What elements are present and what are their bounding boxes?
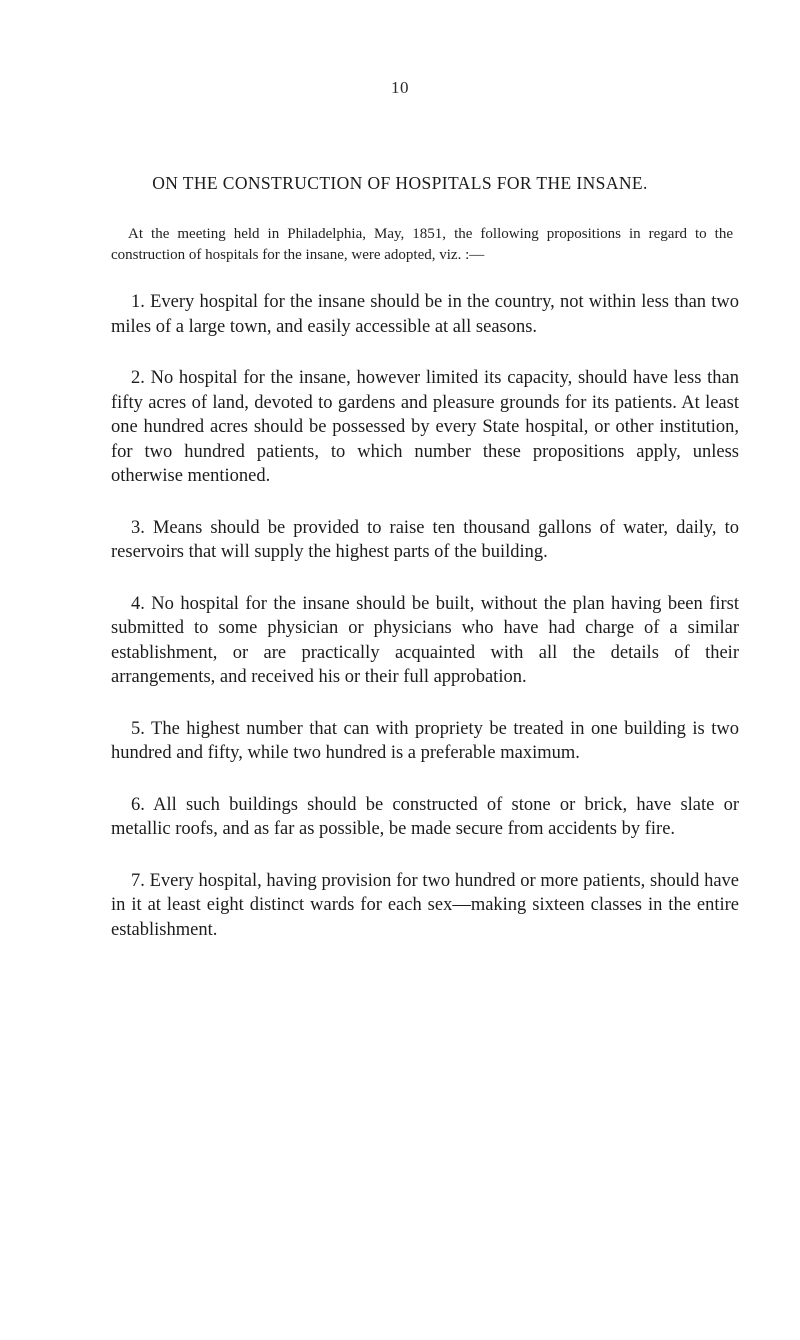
page-number: 10 [391,78,409,97]
propositions-list [111,290,739,969]
proposition-7: 7. Every hospital, having provision for two hundred or more patients, should have in it at least eight distinct wards for each sex—making sixteen classes in the entire establishment. [111,870,739,940]
proposition-6: 6. All such buildings should be constructed of stone or brick, have slate or metallic roofs, and as far as possible, be made secure from accidents by fire. [111,794,739,839]
proposition-4: 4. No hospital for the insane should be built, without the plan having been first submitted to some physician or physicians who have had charge of a similar establishment, or are practically acquainted with all the details of their arrangements, and received his or their full approbation. [111,593,739,687]
proposition-1: 1. Every hospital for the insane should be in the country, not within less than two miles of a large town, and easily accessible at all seasons. [111,292,739,337]
intro-paragraph: At the meeting held in Philadelphia, May, 1851, the following propositions in regard to the construction of hospitals for the insane, were adopted, viz. :— [111,226,733,263]
proposition-2: 2. No hospital for the insane, however limited its capacity, should have less than fifty acres of land, devoted to gardens and pleasure grounds for its patients. At least one hundred acres should be possessed by every State hospital, or other institution, for two hundred patients, to which number these propositions apply, unless otherwise mentioned. [111,368,739,486]
proposition-5: 5. The highest number that can with propriety be treated in one building is two hundred and fifty, while two hundred is a preferable maximum. [111,718,739,763]
proposition-3: 3. Means should be provided to raise ten thousand gallons of water, daily, to reservoirs that will supply the highest parts of the building. [111,517,739,562]
page-title: ON THE CONSTRUCTION OF HOSPITALS FOR THE INSANE. [152,173,648,193]
